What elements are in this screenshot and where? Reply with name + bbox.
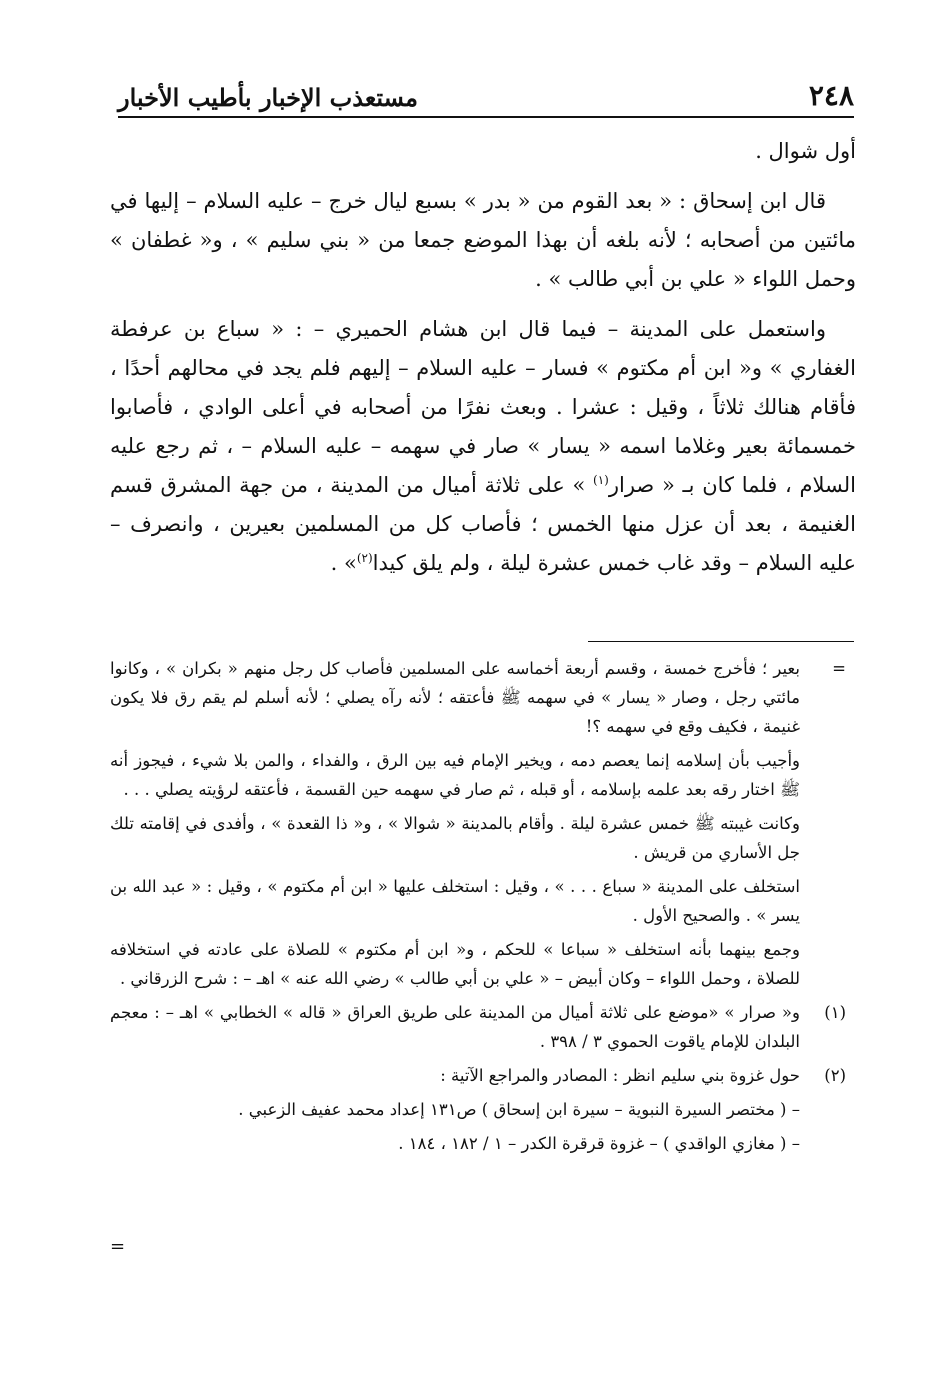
paragraph-2-part-c: » .	[330, 551, 357, 575]
paragraph-2	[110, 310, 856, 583]
footnote-ref-2: (٢)	[356, 551, 373, 565]
continuation-mark: =	[832, 659, 846, 678]
main-text	[110, 132, 856, 594]
paragraph-1: قال ابن إسحاق : « بعد القوم من « بدر » بسبع ليال خرج – عليه السلام – إليها في مائتين من أصحابه ؛ لأنه بلغه أن بهذا الموضع جمعا من « بني سليم » ، و« غطفان » وحمل اللواء « علي بن أبي طالب » .	[110, 189, 856, 291]
continuation-paragraph-5: وجمع بينهما بأنه استخلف « سباعا » للحكم ، و« ابن أم مكتوم » للصلاة على عادته في استخلافه للصلاة ، وحمل اللواء – وكان أبيض – « علي بن أبي طالب » رضي الله عنه » اهـ – : شرح الزرقاني .	[110, 940, 800, 988]
footnote-continuation	[110, 654, 846, 998]
header-rule	[118, 116, 854, 118]
continuation-paragraph-1: بعير ؛ فأخرج خمسة ، وقسم أربعة أخماسه على المسلمين فأصاب كل رجل منهم « بكران » ، وكانوا مائتي رجل ، وصار « يسار » في سهمه ﷺ فأعتقه ؛ لأنه رآه يصلي ؛ لأنه أسلم لم يقم رق فلا يكون غنيمة ، فكيف وقع في سهمه ؟!	[110, 659, 800, 736]
footnote-2	[110, 1061, 846, 1163]
footnote-1-text: و« صرار » «موضع على ثلاثة أميال من المدينة على طريق العراق « قاله » الخطابي » اهـ – : معجم البلدان للإمام ياقوت الحموي ٣ / ٣٩٨ .	[110, 1003, 800, 1051]
continuation-paragraph-4: استخلف على المدينة « سباع . . . » ، وقيل : استخلف عليها « ابن أم مكتوم » ، وقيل : « عبد الله بن يسر » . والصحيح الأول .	[110, 877, 800, 925]
footnote-ref-1: (١)	[593, 473, 609, 487]
continuation-paragraph-2: وأجيب بأن إسلامه إنما يعصم دمه ، ويخير الإمام فيه بين الرق ، والفداء ، والمن بلا شيء ، فيجوز أنه ﷺ اختار رقه بعد علمه بإسلامه ، أو قبله ، ثم صار في سهمه حين القسمة ، فأعتقه لرؤيته يصلي . . .	[110, 751, 800, 799]
page-number: ٢٤٨	[808, 79, 854, 112]
footnotes	[110, 654, 846, 1163]
continuation-mark-end: =	[110, 1236, 126, 1257]
footnote-2-item-2: – ( مغازي الواقدي ) – غزوة قرقرة الكدر – ١ / ١٨٢ ، ١٨٤ .	[398, 1134, 800, 1153]
paragraph-2-part-b: » على ثلاثة أميال من المدينة ، من جهة المشرق قسم الغنيمة ، بعد أن عزل منها الخمس ؛ فأصاب كل من المسلمين بعيرين ، وانصرف – عليه السلام – وقد غاب خمس عشرة ليلة ، ولم يلق كيدا	[110, 473, 856, 575]
paragraph-2-part-a: واستعمل على المدينة – فيما قال ابن هشام الحميري – : « سباع بن عرفطة الغفاري » و« ابن أم مكتوم » فسار – عليه السلام – إليهم فلم يجد في محالهم أحدًا ، فأقام هنالك ثلاثاً ، وقيل : عشرا . وبعث نفرًا من أصحابه في أعلى الوادي ، فأصابوا خمسمائة بعير وغلاما اسمه « يسار » صار في سهمه – عليه السلام – ، ثم رجع عليه السلام ، فلما كان بـ « صرار	[110, 317, 857, 497]
paragraph-0: أول شوال .	[755, 139, 856, 163]
footnote-1-mark: (١)	[824, 1003, 846, 1022]
footnote-1	[110, 998, 846, 1061]
footnote-2-text: حول غزوة بني سليم انظر : المصادر والمراجع الآتية :	[440, 1066, 800, 1085]
footnote-2-mark: (٢)	[824, 1066, 846, 1085]
running-title: مستعذب الإخبار بأطيب الأخبار	[118, 83, 418, 112]
footnote-separator	[588, 641, 854, 642]
continuation-paragraph-3: وكانت غيبته ﷺ خمس عشرة ليلة . وأقام بالمدينة « شوالا » ، و« ذا القعدة » ، وأفدى في إقامته تلك جل الأساري من قريش .	[110, 814, 800, 862]
page-header	[118, 68, 854, 112]
footnote-2-item-1: – ( مختصر السيرة النبوية – سيرة ابن إسحاق ) ص١٣١ إعداد محمد عفيف الزعبي .	[238, 1100, 800, 1119]
